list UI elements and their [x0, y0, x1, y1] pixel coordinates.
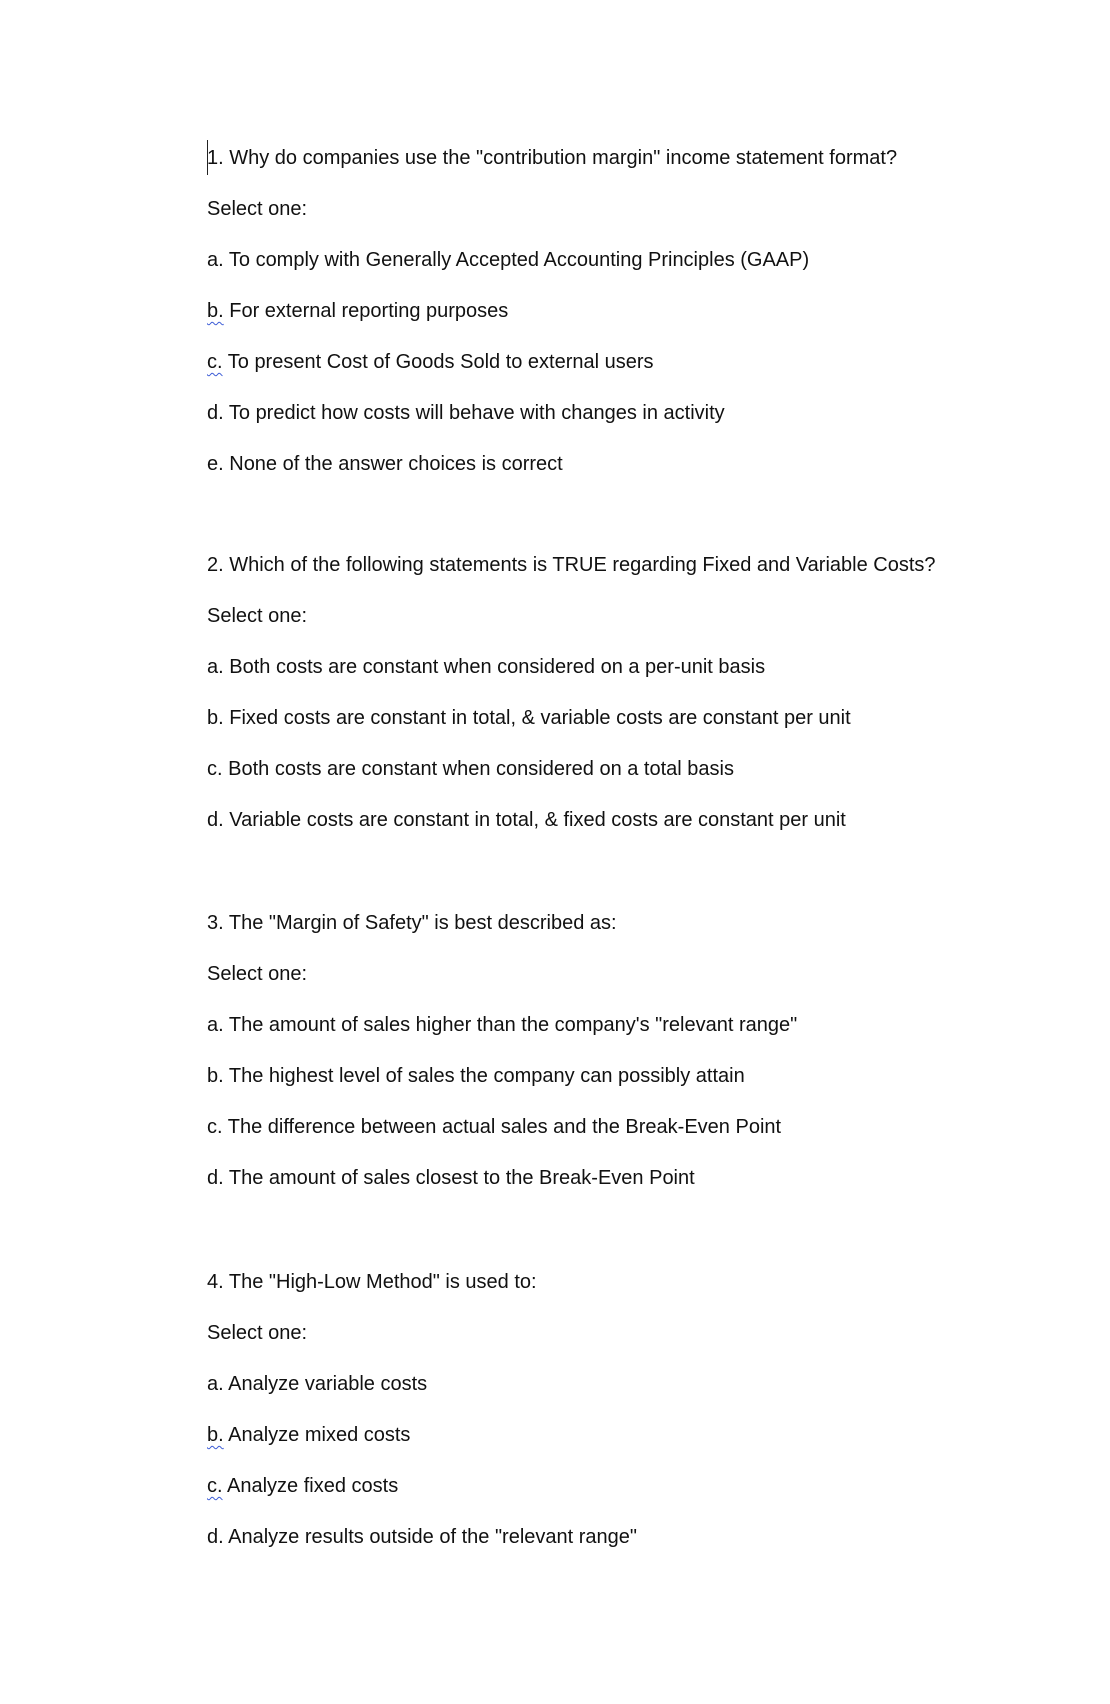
- question-1-option-d: [207, 401, 725, 425]
- option-text: Analyze fixed costs: [222, 1475, 399, 1497]
- option-letter: e.: [207, 453, 224, 475]
- option-letter: a.: [207, 656, 224, 678]
- option-text: To present Cost of Goods Sold to external users: [222, 351, 654, 373]
- option-letter: d.: [207, 1167, 224, 1189]
- option-text: Fixed costs are constant in total, & variable costs are constant per unit: [223, 707, 851, 729]
- option-letter: a.: [207, 249, 224, 271]
- question-4-prompt: 4. The "High-Low Method" is used to:: [207, 1271, 537, 1293]
- question-3-prompt: 3. The "Margin of Safety" is best described as:: [207, 912, 617, 934]
- option-letter: b.: [207, 300, 224, 322]
- option-letter: b.: [207, 1424, 224, 1446]
- question-4-option-b: [207, 1423, 410, 1447]
- question-4-option-d: [207, 1525, 637, 1549]
- question-4-instruction: Select one:: [207, 1322, 308, 1344]
- question-3-option-b: [207, 1064, 745, 1088]
- question-4-option-c: [207, 1474, 398, 1498]
- option-text: The amount of sales higher than the company's "relevant range": [223, 1014, 798, 1036]
- option-text: Analyze mixed costs: [223, 1424, 411, 1446]
- option-text: The highest level of sales the company can possibly attain: [223, 1065, 745, 1087]
- question-1-option-a: [207, 248, 809, 272]
- question-3-option-c: [207, 1115, 781, 1139]
- question-4-option-a: [207, 1372, 427, 1396]
- option-text: Both costs are constant when considered on a total basis: [222, 758, 734, 780]
- question-2-option-d: [207, 808, 846, 832]
- option-letter: c.: [207, 758, 223, 780]
- option-letter: d.: [207, 402, 224, 424]
- option-text: For external reporting purposes: [223, 300, 509, 322]
- option-letter: d.: [207, 809, 224, 831]
- option-letter: c.: [207, 1475, 223, 1497]
- question-1-option-c: [207, 350, 654, 374]
- question-1-option-e: [207, 452, 563, 476]
- question-2-option-c: [207, 757, 734, 781]
- option-letter: c.: [207, 1116, 223, 1138]
- option-text: To predict how costs will behave with changes in activity: [223, 402, 725, 424]
- option-letter: a.: [207, 1014, 224, 1036]
- question-1-instruction: Select one:: [207, 198, 308, 220]
- option-text: Analyze variable costs: [223, 1373, 428, 1395]
- option-letter: d.: [207, 1526, 224, 1548]
- option-text: The difference between actual sales and the Break-Even Point: [222, 1116, 782, 1138]
- option-text: The amount of sales closest to the Break-Even Point: [223, 1167, 695, 1189]
- question-3-option-d: [207, 1166, 695, 1190]
- option-letter: b.: [207, 707, 224, 729]
- question-1-option-b: [207, 299, 508, 323]
- option-letter: b.: [207, 1065, 224, 1087]
- option-letter: c.: [207, 351, 223, 373]
- question-2-option-a: [207, 655, 765, 679]
- option-text: To comply with Generally Accepted Accounting Principles (GAAP): [223, 249, 810, 271]
- option-text: Both costs are constant when considered on a per-unit basis: [223, 656, 766, 678]
- option-text: Analyze results outside of the "relevant range": [223, 1526, 638, 1548]
- option-text: None of the answer choices is correct: [223, 453, 563, 475]
- question-3-instruction: Select one:: [207, 963, 308, 985]
- option-text: Variable costs are constant in total, & fixed costs are constant per unit: [223, 809, 846, 831]
- question-3-option-a: [207, 1013, 797, 1037]
- question-2-instruction: Select one:: [207, 605, 308, 627]
- question-1-prompt: 1. Why do companies use the "contribution margin" income statement format?: [207, 147, 898, 169]
- question-2-prompt: 2. Which of the following statements is TRUE regarding Fixed and Variable Costs?: [207, 554, 936, 576]
- question-2-option-b: [207, 706, 851, 730]
- option-letter: a.: [207, 1373, 224, 1395]
